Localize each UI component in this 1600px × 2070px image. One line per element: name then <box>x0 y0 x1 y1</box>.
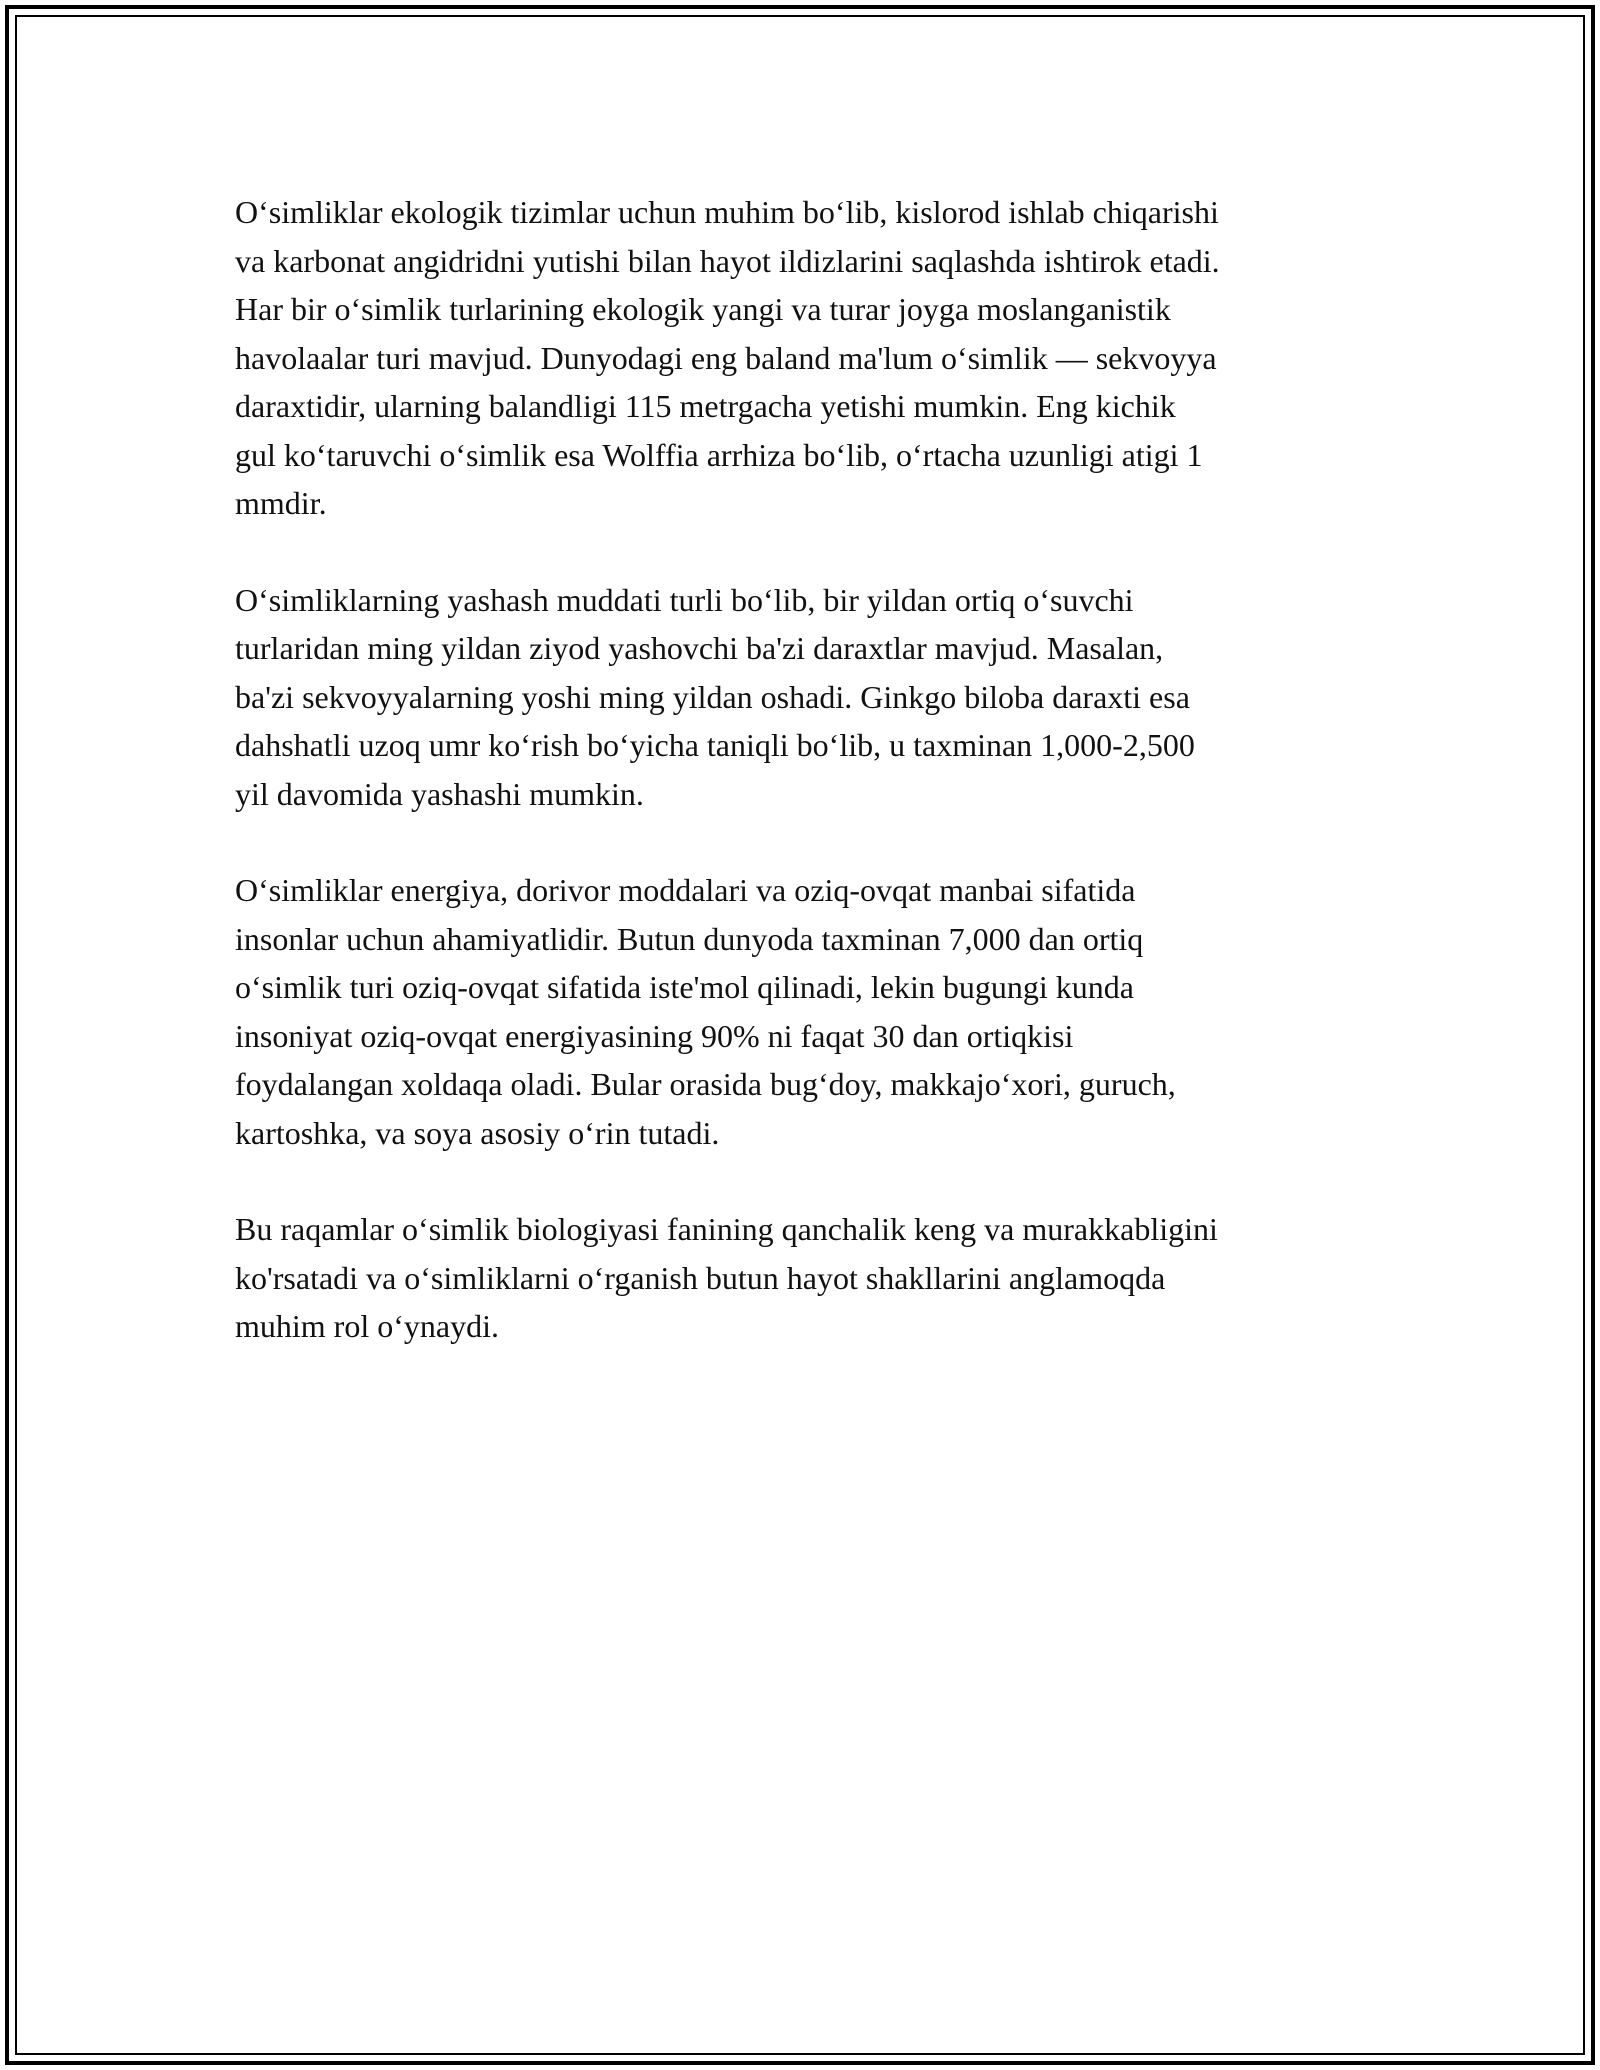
paragraph-2: O‘simliklarning yashash muddati turli bo‘lib, bir yildan ortiq o‘suvchi turlaridan ming yildan ziyod yashovchi ba'zi daraxtlar mavjud. Masalan, ba'zi sekvoyyalarning yoshi ming yildan oshadi. Ginkgo biloba daraxti esa dahshatli uzoq umr ko‘rish bo‘yicha taniqli bo‘lib, u taxminan 1,000-2,500 yil davomida yashashi mumkin. <box>235 581 1195 812</box>
paragraph-1: O‘simliklar ekologik tizimlar uchun muhim bo‘lib, kislorod ishlab chiqarishi va karbonat angidridni yutishi bilan hayot ildizlarini saqlashda ishtirok etadi. Har bir o‘simlik turlarining ekologik yangi va turar joyga moslanganistik havolaalar turi mavjud. Dunyodagi eng baland ma'lum o‘simlik — sekvoyya daraxtidir, ularning balandligi 115 metrgacha yetishi mumkin. Eng kichik gul ko‘taruvchi o‘simlik esa Wolffia arrhiza bo‘lib, o‘rtacha uzunligi atigi 1 mmdir. <box>235 194 1220 521</box>
paragraph-3: O‘simliklar energiya, dorivor moddalari va oziq-ovqat manbai sifatida insonlar uchun ahamiyatlidir. Butun dunyoda taxminan 7,000 dan ortiq o‘simlik turi oziq-ovqat sifatida iste'mol qilinadi, lekin bugungi kunda insoniyat oziq-ovqat energiyasining 90% ni faqat 30 dan ortiqkisi foydalangan xoldaqa oladi. Bular orasida bug‘doy, makkajo‘xori, guruch, kartoshka, va soya asosiy o‘rin tutadi. <box>235 872 1176 1151</box>
document-body <box>235 188 1375 1399</box>
paragraph-4: Bu raqamlar o‘simlik biologiyasi fanining qanchalik keng va murakkabligini ko'rsatadi va o‘simliklarni o‘rganish butun hayot shakllarini anglamoqda muhim rol o‘ynaydi. <box>235 1211 1218 1344</box>
